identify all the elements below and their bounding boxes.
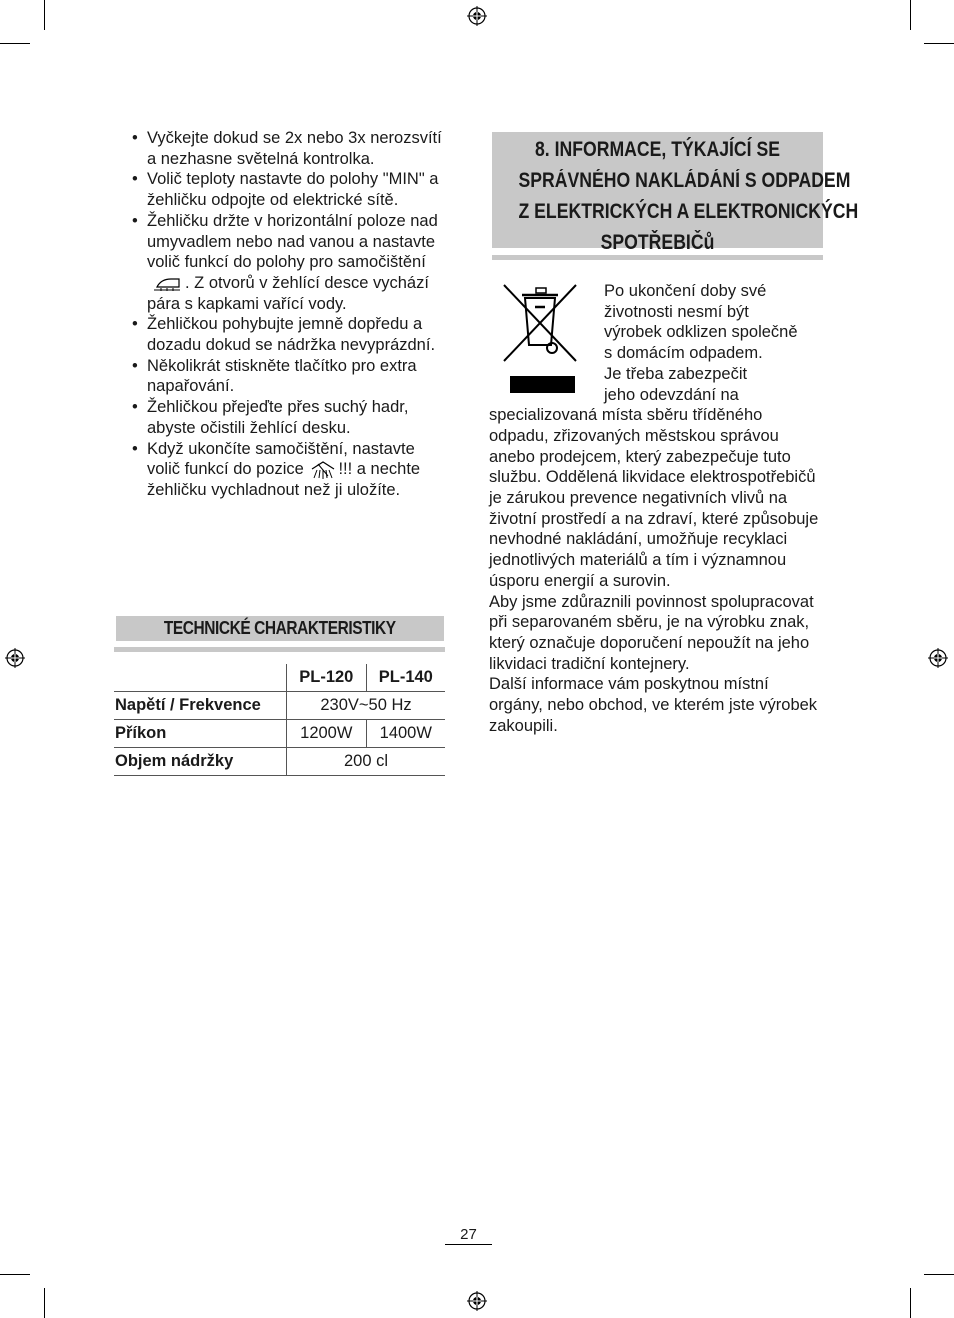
table-cell: 1200W [287, 720, 367, 748]
page-number: 27 [445, 1226, 492, 1245]
heading-line: SPRÁVNÉHO NAKLÁDÁNÍ S ODPADEM [518, 169, 851, 192]
registration-mark-icon [928, 648, 948, 668]
list-item: • Několikrát stiskněte tlačítko pro extra napařování. [130, 356, 450, 397]
tech-section-heading: TECHNICKÉ CHARAKTERISTIKY [116, 616, 444, 641]
text-line: výrobek odklizen společně [604, 323, 798, 342]
row-label: Napětí / Frekvence [114, 692, 287, 720]
paragraph: specializovaná místa sběru tříděného odpadu, zřizovaných městskou správou anebo prodejcem, který zabezpečuje tuto službu. Oddělená likvidace elektrospotřebičů je zárukou prevence negativních vlivů na životní prostředí a na zdraví, které způsobuje nevhodné nakládání, umožňuje recyklaci jednotlivých materiálů a tím i významnou úsporu energií a surovin. [489, 406, 819, 590]
text-line: životnosti nesmí být [604, 302, 749, 321]
section-divider [114, 647, 445, 652]
crop-mark [910, 0, 911, 30]
crop-mark [44, 1288, 45, 1318]
table-header: PL-140 [366, 664, 445, 692]
section-divider [492, 255, 823, 260]
list-item-text: !!! a nechte žehličku vychladnout než ji uložíte. [147, 460, 421, 499]
table-row [114, 692, 445, 720]
crop-mark [44, 0, 45, 30]
list-item-text: Když ukončíte samočištění, nastavte volič funkcí do pozice [147, 439, 415, 479]
instruction-list [130, 128, 450, 501]
registration-mark-icon [467, 6, 487, 26]
spec-table [114, 664, 445, 776]
list-item-text: . Z otvorů v žehlící desce vychází pára s kapkami vařící vody. [147, 273, 429, 313]
table-row [114, 720, 445, 748]
disposal-info-text [489, 281, 825, 736]
table-row [114, 748, 445, 776]
crop-mark [910, 1288, 911, 1318]
text-line: Po ukončení doby své [604, 282, 767, 300]
row-label: Objem nádržky [114, 748, 287, 776]
list-item [130, 439, 450, 501]
list-item: • Volič teploty nastavte do polohy "MIN" a žehličku odpojte od elektrické sítě. [130, 169, 450, 210]
table-header: PL-120 [287, 664, 367, 692]
table-cell: 230V~50 Hz [287, 692, 446, 720]
list-item [130, 211, 450, 315]
text-line: Je třeba zabezpečit [604, 364, 748, 383]
table-cell: 1400W [366, 720, 445, 748]
list-item-text: Žehličku držte v horizontální poloze nad umyvadlem nebo nad vanou a nastavte volič funkcí do polohy pro samočištění [147, 211, 438, 272]
paragraph: Aby jsme zdůraznili povinnost spolupracovat při separovaném sběru, je na výrobku znak, který označuje doporučení nepoužít na jeho likvidaci tradiční kontejnery. [489, 592, 814, 673]
heading-line: Z ELEKTRICKÝCH A ELEKTRONICKÝCH [518, 200, 859, 223]
table-cell: 200 cl [287, 748, 446, 776]
crop-mark [924, 1274, 954, 1275]
text-line: s domácím odpadem. [604, 344, 763, 363]
heading-line: SPOTŘEBIČů [600, 231, 715, 254]
instruction-list-column [130, 128, 450, 501]
section-8-heading [492, 132, 859, 254]
iron-steam-icon [149, 276, 183, 292]
crop-mark [0, 43, 30, 44]
crop-mark [924, 43, 954, 44]
crop-mark [0, 1274, 30, 1275]
paragraph: Další informace vám poskytnou místní orgány, nebo obchod, ve kterém jste výrobek zakoupili. [489, 675, 818, 735]
table-cell [114, 664, 287, 692]
registration-mark-icon [5, 648, 25, 668]
list-item: • Žehličkou přejeďte přes suchý hadr, abyste očistili žehlící desku. [130, 397, 450, 438]
steam-burst-icon [309, 460, 337, 480]
table-row [114, 664, 445, 692]
text-line: jeho odevzdání na [604, 385, 739, 404]
list-item: • Vyčkejte dokud se 2x nebo 3x nerozsvítí a nezhasne světelná kontrolka. [130, 128, 450, 169]
heading-line: 8. INFORMACE, TÝKAJÍCÍ SE [534, 138, 781, 161]
row-label: Příkon [114, 720, 287, 748]
registration-mark-icon [467, 1291, 487, 1311]
list-item: • Žehličkou pohybujte jemně dopředu a dozadu dokud se nádržka nevyprázdní. [130, 314, 450, 355]
